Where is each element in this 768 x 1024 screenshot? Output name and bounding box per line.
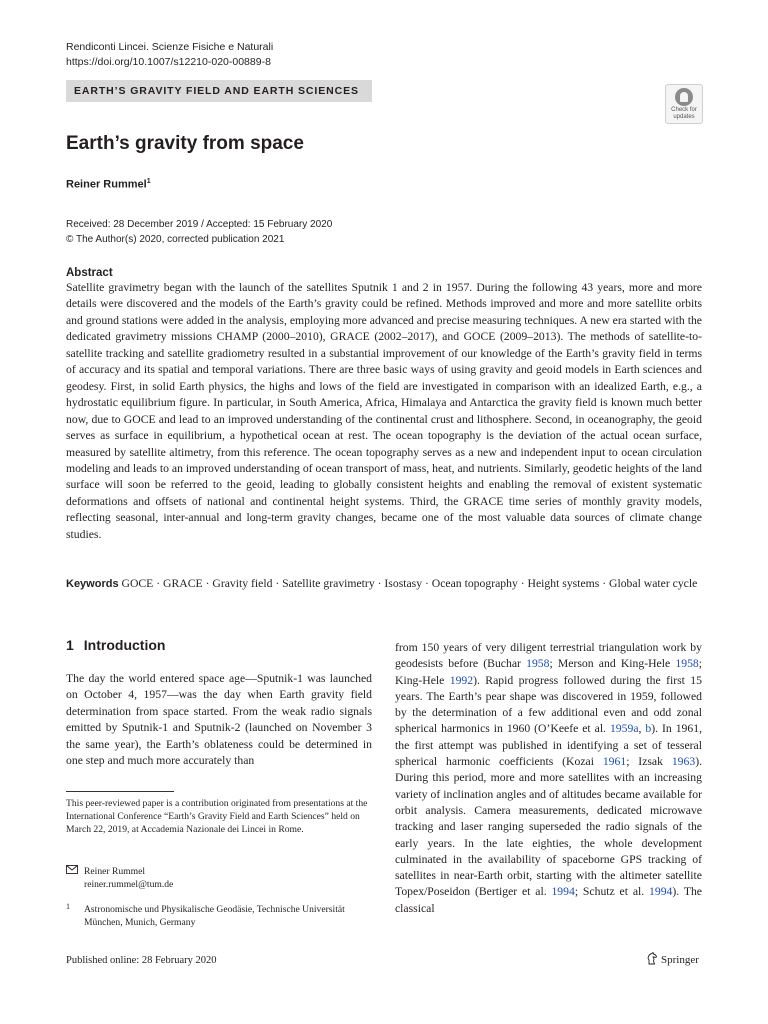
publisher-logo[interactable] <box>646 952 699 966</box>
section-heading-introduction <box>66 637 165 653</box>
intro-right-column <box>395 640 702 917</box>
citation-link[interactable]: 1963 <box>671 755 696 769</box>
author-line <box>66 178 151 191</box>
citation-link[interactable]: 1958 <box>675 657 699 671</box>
paper-title: Earth’s gravity from space <box>66 133 304 154</box>
citation-link[interactable]: 1959a <box>609 722 639 736</box>
section-number: 1 <box>66 637 74 653</box>
author-affiliation-mark: 1 <box>146 178 151 185</box>
intro-left-column: The day the world entered space age—Sputnik-1 was launched on October 4, 1957—was the day when Earth gravity field determination from space started. From the weak radio signals emitted by Sputnik-1 and Sputnik-2 (launched on November 3 the same year), the Earth’s oblateness could be determined in one step and much more accurately than <box>66 672 372 768</box>
keywords-list: GOCE · GRACE · Gravity field · Satellite gravimetry · Isostasy · Ocean topography · Height systems · Global water cycle <box>121 577 698 590</box>
publisher-name: Springer <box>661 954 699 966</box>
body-text: ; Schutz et al. <box>574 885 650 899</box>
corresponding-author <box>84 865 173 891</box>
doi-link[interactable]: https://doi.org/10.1007/s12210-020-00889-8 <box>66 55 271 68</box>
affiliation-text: Astronomische und Physikalische Geodäsie, Technische Universität München, Munich, Germany <box>84 904 345 928</box>
crossmark-icon <box>675 88 693 106</box>
body-text: ). The classical <box>395 885 702 915</box>
body-text: ). In 1961, the first attempt was published in identifying a set of tesseral spherical harmonic coefficients (Kozai <box>395 722 703 769</box>
body-text: ). During this period, more and more satellites with an increasing variety of inclination angles and of altitudes became available for orbit analysis. Camera measurements, dedicated microwave tracking and laser ranging superseded the radio signals of the early years. In the late eighties, the whole development culminated in the availability of spaceborne GPS tracking of satellites in near-Earth orbit, starting with the altimeter satellite Topex/Poseidon (Bertiger et al. <box>395 755 703 899</box>
citation-link[interactable]: 1961 <box>602 755 627 769</box>
body-text: , <box>638 722 646 736</box>
citation-link[interactable]: b <box>645 722 652 736</box>
footnote-divider <box>66 791 174 792</box>
affiliation-number: 1 <box>66 902 70 911</box>
copyright-line: © The Author(s) 2020, corrected publication 2021 <box>66 233 285 245</box>
citation-link[interactable]: 1994 <box>551 885 575 899</box>
keywords-label: Keywords <box>66 578 119 590</box>
envelope-icon <box>66 865 78 877</box>
article-history <box>66 218 332 247</box>
section-title: Introduction <box>83 637 166 653</box>
citation-link[interactable]: 1992 <box>449 673 474 687</box>
abstract-heading: Abstract <box>66 267 113 279</box>
crossmark-badge[interactable] <box>665 84 703 124</box>
author-name[interactable]: Reiner Rummel <box>66 178 147 191</box>
body-text: ). Rapid progress followed during the first 15 years. The Earth’s pear shape was discovered in 1959, followed by the determination of a few additional even and odd zonal spherical harmonics in 1960 (O’Keefe et al. <box>395 673 702 736</box>
springer-horse-icon <box>646 952 658 965</box>
keywords <box>66 575 702 593</box>
body-text: ; King-Hele <box>395 657 702 687</box>
body-text: ; Izsak <box>626 755 672 769</box>
received-accepted-dates: Received: 28 December 2019 / Accepted: 15 February 2020 <box>66 219 333 230</box>
published-online-date: Published online: 28 February 2020 <box>66 955 217 966</box>
citation-link[interactable]: 1958 <box>526 657 550 671</box>
contact-name: Reiner Rummel <box>84 866 146 877</box>
body-text: ; Merson and King-Hele <box>549 657 676 671</box>
journal-header <box>66 40 273 69</box>
crossmark-label-1: Check for <box>671 107 697 113</box>
conference-footnote: This peer-reviewed paper is a contribution originated from presentations at the International Conference “Earth’s Gravity Field and Earth Sciences” held on March 22, 2019, at Accademia Nazionale dei Lincei in Rome. <box>66 798 368 835</box>
body-text: from 150 years of very diligent terrestrial triangulation work by geodesists before (Buchar <box>395 641 702 671</box>
abstract-body: Satellite gravimetry began with the launch of the satellites Sputnik 1 and 2 in 1957. During the following 43 years, more and more details were discovered and the models of the Earth’s gravity could be refined. Methods improved and more and more satellite orbits and ground stations were added in the analysis, employing more advanced and precise measuring techniques. A new era started with the dedicated gravimetry missions CHAMP (2000–2010), GRACE (2002–2017), and GOCE (2009–2013). The methods of satellite-to-satellite tracking and satellite gradiometry resulted in a substantial improvement of our knowledge of the Earth’s gravity field in terms of accuracy and its spatial and temporal variations. There are three basic ways of using gravity and geoid models in Earth sciences and geodesy. First, in solid Earth physics, the highs and lows of the field are investigated in comparison with an idealized Earth, e.g., a hydrostatic equilibrium figure. In particular, in South America, Africa, Himalaya and Antarctica the gravity field is known much better now, due to GOCE and lead to an improved understanding of the continental crust and lithosphere. Second, in oceanography, the geoid serves as surface in equilibrium, a hypothetical ocean at rest. The ocean topography is the deviation of the actual ocean surface, measured by satellite altimetry, from this reference. The ocean topography serves as a new and independent input to ocean circulation modeling and leads to an improved understanding of ocean transport of mass, heat, and nutrients. Similarly, geodetic heights of the land surface will soon be referred to the geoid, leading to globally consistent heights and enabling the removal of existent systematic deformations and offsets of national and continental height systems. Third, the GRACE time series of monthly gravity models, reflecting seasonal, inter-annual and long-term gravity changes, became one of the most valuable data sources of climate change studies. <box>66 281 702 541</box>
section-banner: EARTH’S GRAVITY FIELD AND EARTH SCIENCES <box>66 80 372 102</box>
contact-email[interactable]: reiner.rummel@tum.de <box>84 879 174 890</box>
crossmark-label-2: updates <box>673 113 695 120</box>
journal-name: Rendiconti Lincei. Scienze Fisiche e Naturali <box>66 41 274 53</box>
citation-link[interactable]: 1994 <box>649 885 673 899</box>
